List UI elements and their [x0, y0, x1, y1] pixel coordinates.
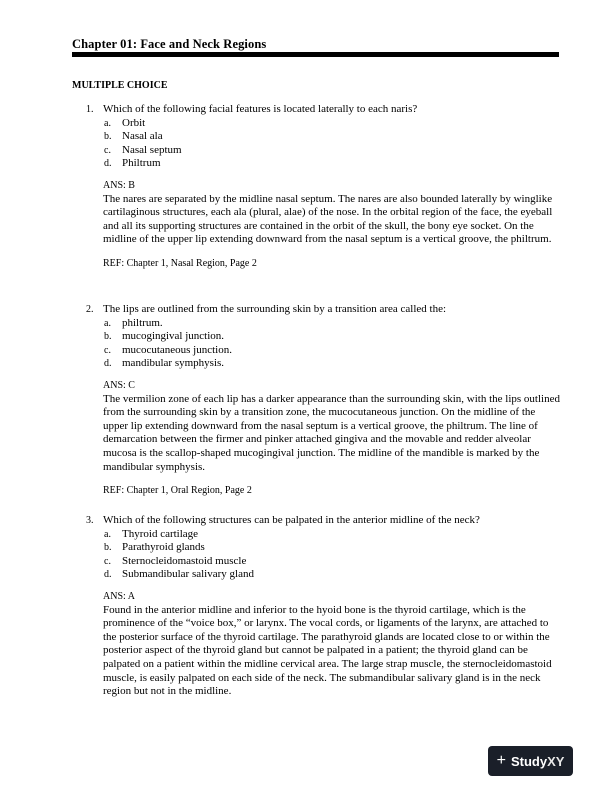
option-list	[72, 117, 562, 171]
chapter-title: Chapter 01: Face and Neck Regions	[72, 37, 267, 51]
option-list	[72, 317, 562, 371]
option-text: Philtrum	[122, 157, 161, 170]
option-letter: a.	[104, 117, 111, 129]
question-text: The lips are outlined from the surrounding skin by a transition area called the:	[103, 303, 447, 315]
option-letter: a.	[104, 528, 111, 540]
question-stem	[72, 103, 562, 117]
plus-icon: +	[496, 752, 506, 769]
question-number: 1.	[86, 104, 94, 115]
reference: REF: Chapter 1, Nasal Region, Page 2	[103, 257, 257, 269]
option-text: Orbit	[122, 116, 146, 129]
option-letter: c.	[104, 144, 111, 156]
question-number: 3.	[86, 515, 94, 526]
option-text: Nasal ala	[122, 130, 163, 143]
option-b	[72, 541, 562, 555]
question-text: Which of the following facial features is located laterally to each naris?	[103, 103, 418, 115]
option-list	[72, 528, 562, 582]
option-letter: c.	[104, 344, 111, 356]
option-text: Nasal septum	[122, 143, 182, 156]
brand-name-part-2: XY	[547, 753, 565, 769]
section-heading: MULTIPLE CHOICE	[72, 80, 168, 91]
question-3	[72, 514, 562, 699]
option-text: Submandibular salivary gland	[122, 568, 254, 581]
option-a	[72, 528, 562, 542]
option-b	[72, 330, 562, 344]
option-c	[72, 144, 562, 158]
option-text: Parathyroid glands	[122, 541, 205, 554]
option-a	[72, 317, 562, 331]
option-letter: c.	[104, 555, 111, 567]
option-text: philtrum.	[122, 316, 163, 329]
option-letter: d.	[104, 569, 112, 581]
option-a	[72, 117, 562, 131]
question-text: Which of the following structures can be palpated in the anterior midline of the neck?	[103, 514, 480, 526]
answer-label: ANS: A	[103, 590, 135, 602]
option-text: Thyroid cartilage	[122, 527, 199, 540]
question-1	[72, 103, 562, 271]
reference: REF: Chapter 1, Oral Region, Page 2	[103, 485, 252, 497]
question-2	[72, 303, 562, 498]
option-c	[72, 555, 562, 569]
option-letter: d.	[104, 358, 112, 370]
option-letter: b.	[104, 542, 112, 554]
option-d	[72, 357, 562, 371]
question-stem	[72, 514, 562, 528]
answer-rationale: The nares are separated by the midline nasal septum. The nares are also bounded laterally by winglike cartilaginous structures, each ala (plural, alae) of the nose. In the orbital region of the face, the eyeball and all its supporting structures are contained in the orbit of the skull, the bony eye socket. On the midline of the upper lip extending downward from the nasal septum is a vertical groove, the philtrum.	[103, 192, 553, 246]
option-c	[72, 344, 562, 358]
option-d	[72, 568, 562, 582]
answer-label: ANS: B	[103, 179, 135, 191]
brand-name-part-1: Study	[510, 753, 548, 769]
answer-rationale: Found in the anterior midline and inferior to the hyoid bone is the thyroid cartilage, which is the prominence of the “voice box,” or larynx. The vocal cords, or ligaments of the larynx, are attached to the posterior surface of the thyroid cartilage. The parathyroid glands are located close to or within the posterior aspect of the thyroid gland but cannot be palpated in a patient; the thyroid gland can be palpated on a patient within the midline cervical area. The large strap muscle, the sternocleidomastoid muscle, is easily palpated on each side of the neck. The submandibular salivary gland is in the neck region but not in the midline.	[103, 603, 552, 698]
option-text: mucocutaneous junction.	[122, 343, 232, 356]
option-text: Sternocleidomastoid muscle	[122, 554, 247, 567]
answer-label: ANS: C	[103, 379, 135, 391]
option-b	[72, 130, 562, 144]
option-text: mandibular symphysis.	[122, 357, 225, 370]
studyxy-logo-badge[interactable]	[488, 746, 573, 776]
option-letter: b.	[104, 131, 112, 143]
option-text: mucogingival junction.	[122, 330, 225, 343]
question-stem	[72, 303, 562, 317]
option-letter: b.	[104, 331, 112, 343]
option-d	[72, 157, 562, 171]
option-letter: d.	[104, 158, 112, 170]
question-number: 2.	[86, 304, 94, 315]
brand-name	[511, 754, 564, 769]
title-divider	[72, 52, 559, 57]
option-letter: a.	[104, 317, 111, 329]
answer-rationale: The vermilion zone of each lip has a darker appearance than the surrounding skin, with the lips outlined from the surrounding skin by a transition zone, the mucocutaneous junction. On the midline of the upper lip extending downward from the nasal septum is a vertical groove, the philtrum. The line of demarcation between the firmer and pinker attached gingiva and the movable and redder alveolar mucosa is the scallop-shaped mucogingival junction. The midline of the mandible is marked by the mandibular symphysis.	[103, 392, 560, 473]
